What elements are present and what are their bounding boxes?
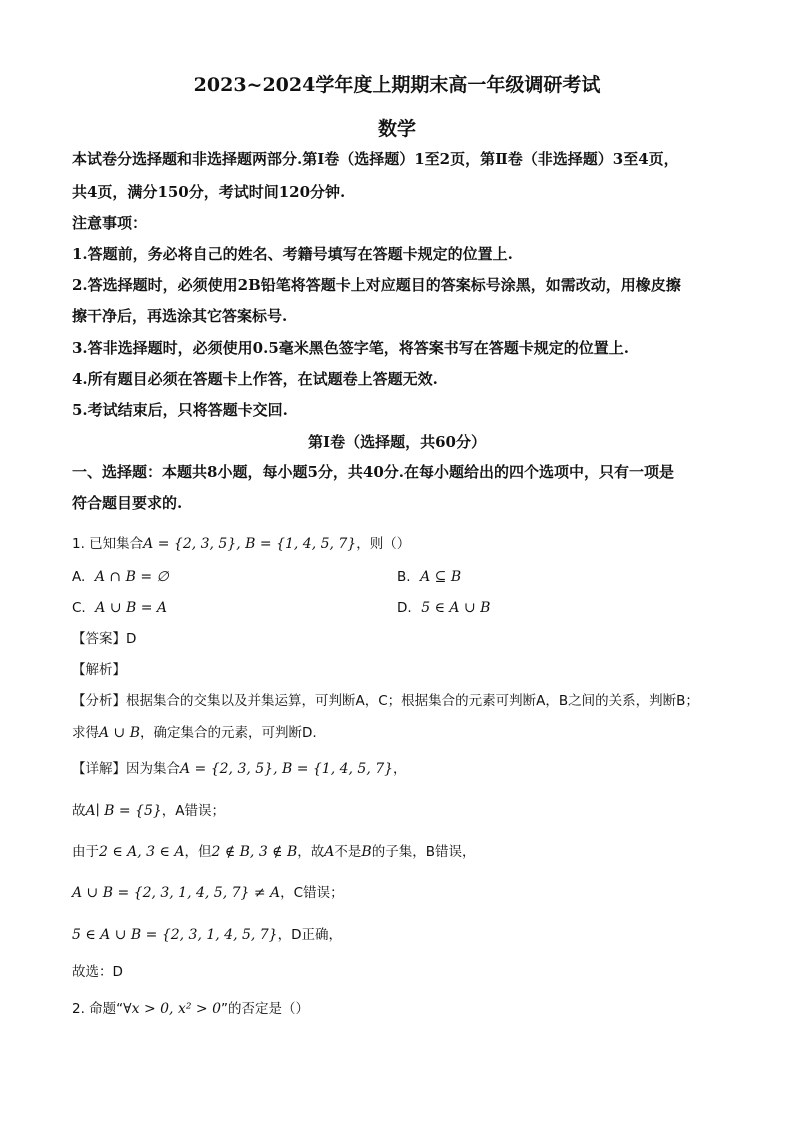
detail-text-2b: ，A错误； xyxy=(161,803,226,819)
q1-fenxi-line-1 xyxy=(72,690,699,711)
fenxi-text-2b: ，确定集合的元素，可判断D. xyxy=(140,725,317,741)
fenxi-text-2a: 求得 xyxy=(72,725,99,741)
fenxi-math: A ∪ B xyxy=(99,725,141,741)
notes-heading: 注意事项： xyxy=(72,214,148,232)
q1-detail-line-2 xyxy=(72,800,225,821)
q1-option-c-text: A ∪ B = A xyxy=(95,600,168,616)
note-2a: 2.答选择题时，必须使用2B铅笔将答题卡上对应题目的答案标号涂黑，如需改动，用橡皮擦 xyxy=(72,276,681,294)
detail-math-3a: 2 ∈ A, 3 ∈ A xyxy=(99,844,185,860)
q1-option-a-text: A ∩ B = ∅ xyxy=(94,569,169,585)
section-title: 第Ⅰ卷（选择题，共60分） xyxy=(308,433,486,451)
answer-value: D xyxy=(126,631,137,647)
note-4: 4.所有题目必须在答题卡上作答，在试题卷上答题无效. xyxy=(72,370,438,388)
detail-tag: 【详解】 xyxy=(72,761,126,777)
q1-option-b-label: B. xyxy=(397,569,411,585)
note-2b: 擦干净后，再选涂其它答案标号. xyxy=(72,307,288,325)
question-2 xyxy=(72,998,309,1019)
detail-math-3c: A xyxy=(324,844,335,860)
detail-text-3a: 由于 xyxy=(72,844,99,860)
note-3: 3.答非选择题时，必须使用0.5毫米黑色签字笔，将答案书写在答题卡规定的位置上. xyxy=(72,339,629,357)
q1-suffix: ，则（） xyxy=(356,536,411,552)
q2-suffix: ”的否定是（） xyxy=(221,1001,310,1017)
detail-text-1b: ， xyxy=(393,761,407,777)
detail-math-4: A ∪ B = {2, 3, 1, 4, 5, 7} ≠ A xyxy=(72,885,281,901)
detail-math-2: A∣ B = {5} xyxy=(85,803,162,819)
analysis-tag: 【解析】 xyxy=(72,662,126,678)
fenxi-tag: 【分析】 xyxy=(72,693,126,709)
q1-option-b-text: A ⊆ B xyxy=(420,569,462,585)
detail-text-3b: ，但 xyxy=(184,844,212,860)
detail-math-3b: 2 ∉ B, 3 ∉ B xyxy=(211,844,298,860)
q1-detail-line-4 xyxy=(72,882,344,903)
detail-math-3d: B xyxy=(361,844,372,860)
q1-option-d xyxy=(397,597,490,618)
q1-option-c xyxy=(72,597,167,618)
detail-math-1: A = {2, 3, 5}, B = {1, 4, 5, 7} xyxy=(180,761,394,777)
intro-line-1: 本试卷分选择题和非选择题两部分.第Ⅰ卷（选择题）1至2页，第Ⅱ卷（非选择题）3至4页， xyxy=(72,150,679,168)
q1-analysis-tag xyxy=(72,659,126,680)
q1-detail-line-1 xyxy=(72,758,407,779)
fenxi-text-1: 根据集合的交集以及并集运算，可判断A，C；根据集合的元素可判断A，B之间的关系，判断B； xyxy=(126,693,699,709)
choice-text: 故选：D xyxy=(72,964,123,980)
answer-tag: 【答案】 xyxy=(72,631,126,647)
detail-text-1a: 因为集合 xyxy=(126,761,180,777)
q2-prefix: 2. 命题“ xyxy=(72,1001,124,1017)
q1-answer xyxy=(72,628,136,649)
question-1 xyxy=(72,533,410,554)
detail-math-5: 5 ∈ A ∪ B = {2, 3, 1, 4, 5, 7} xyxy=(72,927,278,943)
q1-option-a-label: A. xyxy=(72,569,86,585)
detail-text-2a: 故 xyxy=(72,803,86,819)
section-instruction-2: 符合题目要求的. xyxy=(72,494,183,512)
detail-text-3e: 的子集，B错误， xyxy=(371,844,476,860)
q1-option-d-label: D. xyxy=(397,600,412,616)
q1-detail-line-3 xyxy=(72,841,475,862)
q1-detail-line-5 xyxy=(72,924,342,945)
subject-title: 数学 xyxy=(377,118,416,140)
exam-title: 2023~2024学年度上期期末高一年级调研考试 xyxy=(193,74,601,96)
detail-text-3d: 不是 xyxy=(334,844,362,860)
q1-option-c-label: C. xyxy=(72,600,86,616)
detail-text-3c: ，故 xyxy=(297,844,325,860)
detail-text-5b: ，D正确， xyxy=(277,927,342,943)
intro-line-2: 共4页，满分150分，考试时间120分钟. xyxy=(72,183,346,201)
section-instruction-1: 一、选择题：本题共8小题，每小题5分，共40分.在每小题给出的四个选项中，只有一项是 xyxy=(72,463,674,481)
note-5: 5.考试结束后，只将答题卡交回. xyxy=(72,401,288,419)
q1-option-d-text: 5 ∈ A ∪ B xyxy=(421,600,491,616)
q1-prefix: 1. 已知集合 xyxy=(72,536,144,552)
q1-sets: A = {2, 3, 5}, B = {1, 4, 5, 7} xyxy=(143,536,357,552)
q2-math: ∀x > 0, x² > 0 xyxy=(123,1001,222,1017)
q1-choice xyxy=(72,961,123,982)
q1-option-b xyxy=(397,566,461,587)
note-1: 1.答题前，务必将自己的姓名、考籍号填写在答题卡规定的位置上. xyxy=(72,245,513,263)
q1-fenxi-line-2 xyxy=(72,722,317,743)
detail-text-4b: ，C错误； xyxy=(280,885,344,901)
q1-option-a xyxy=(72,566,169,587)
